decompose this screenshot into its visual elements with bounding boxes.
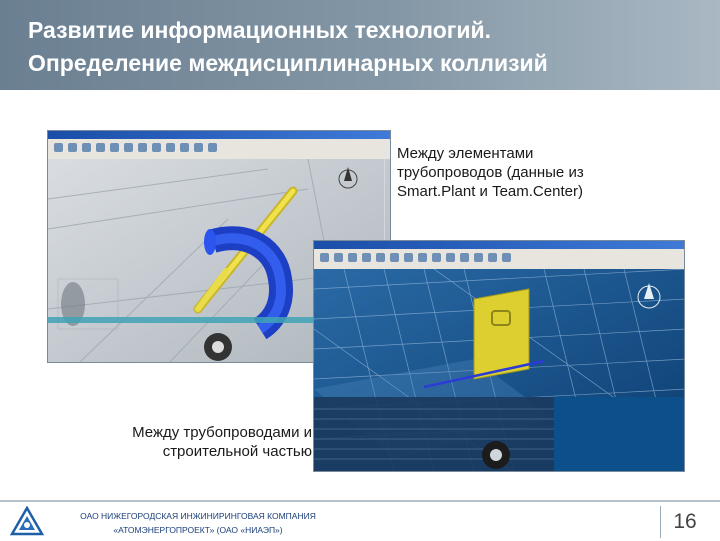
slide-title-line-1: Развитие информационных технологий.: [28, 17, 492, 43]
company-logo-icon: [10, 506, 44, 541]
company-name-line-1: ОАО НИЖЕГОРОДСКАЯ ИНЖИНИРИНГОВАЯ КОМПАНИЯ: [80, 511, 316, 521]
slide-title: [28, 14, 548, 80]
footer-divider: [0, 500, 720, 502]
slide-title-line-2: Определение междисциплинарных коллизий: [28, 50, 548, 76]
clash-results-table: [314, 397, 554, 472]
page-number: 16: [660, 506, 709, 538]
navigation-wheel-icon[interactable]: [204, 333, 232, 361]
company-name: [48, 509, 348, 537]
slide-header: [0, 0, 720, 90]
window-titlebar: [314, 241, 684, 249]
window-titlebar: [48, 131, 390, 139]
company-name-line-2: «АТОМЭНЕРГОПРОЕКТ» (ОАО «НИАЭП»): [113, 525, 283, 535]
toolbar: [314, 249, 684, 270]
toolbar: [48, 139, 390, 160]
navigation-wheel-icon[interactable]: [482, 441, 510, 469]
screenshot-structure-clash: [313, 240, 685, 472]
description-piping-elements: Между элементами трубопроводов (данные из Smart.Plant и Team.Center): [397, 145, 584, 200]
structure-model-view: [314, 269, 685, 472]
description-piping-structure: Между трубопроводами и строительной частью: [132, 424, 312, 460]
